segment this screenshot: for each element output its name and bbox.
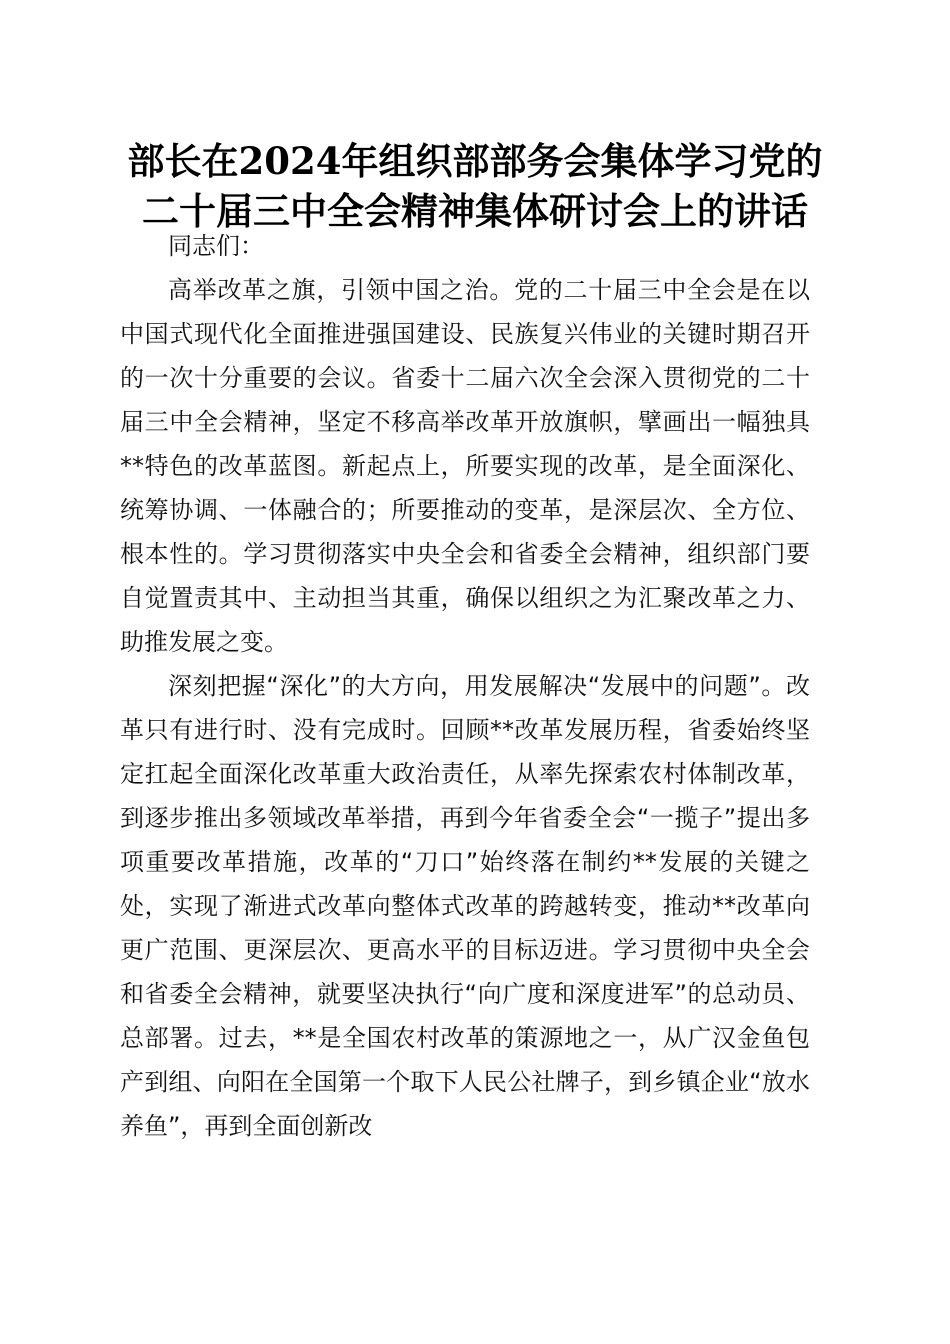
document-title: 部长在2024年组织部部务会集体学习党的二十届三中全会精神集体研讨会上的讲话 (127, 139, 823, 233)
paragraph-2: 深刻把握“深化”的大方向，用发展解决“发展中的问题”。改革只有进行时、没有完成时。回顾**改革发展历程，省委始终坚定扛起全面深化改革重大政治责任，从率先探索农村体制改革，到逐步推出多领域改革举措，再到今年省委全会“一揽子”提出多项重要改革措施，改革的“刀口”始终落在制约**发展的关键之处，实现了渐进式改革向整体式改革的跨越转变，推动**改革向更广范围、更深层次、更高水平的目标迈进。学习贯彻中央全会和省委全会精神，就要坚决执行“向广度和深度进军”的总动员、总部署。过去，**是全国农村改革的策源地之一，从广汉金鱼包产到组、向阳在全国第一个取下人民公社牌子，到乡镇企业“放水养鱼”，再到全面创新改 (120, 672, 810, 1140)
document-body (120, 224, 810, 1148)
paragraph-1: 高举改革之旗，引领中国之治。党的二十届三中全会是在以中国式现代化全面推进强国建设、民族复兴伟业的关键时期召开的一次十分重要的会议。省委十二届六次全会深入贯彻党的二十届三中全会精神，坚定不移高举改革开放旗帜，擘画出一幅独具**特色的改革蓝图。新起点上，所要实现的改革，是全面深化、统筹协调、一体融合的；所要推动的变革，是深层次、全方位、根本性的。学习贯彻落实中央全会和省委全会精神，组织部门要自觉置责其中、主动担当其重，确保以组织之为汇聚改革之力、助推发展之变。 (120, 276, 810, 656)
salutation: 同志们： (168, 232, 264, 260)
